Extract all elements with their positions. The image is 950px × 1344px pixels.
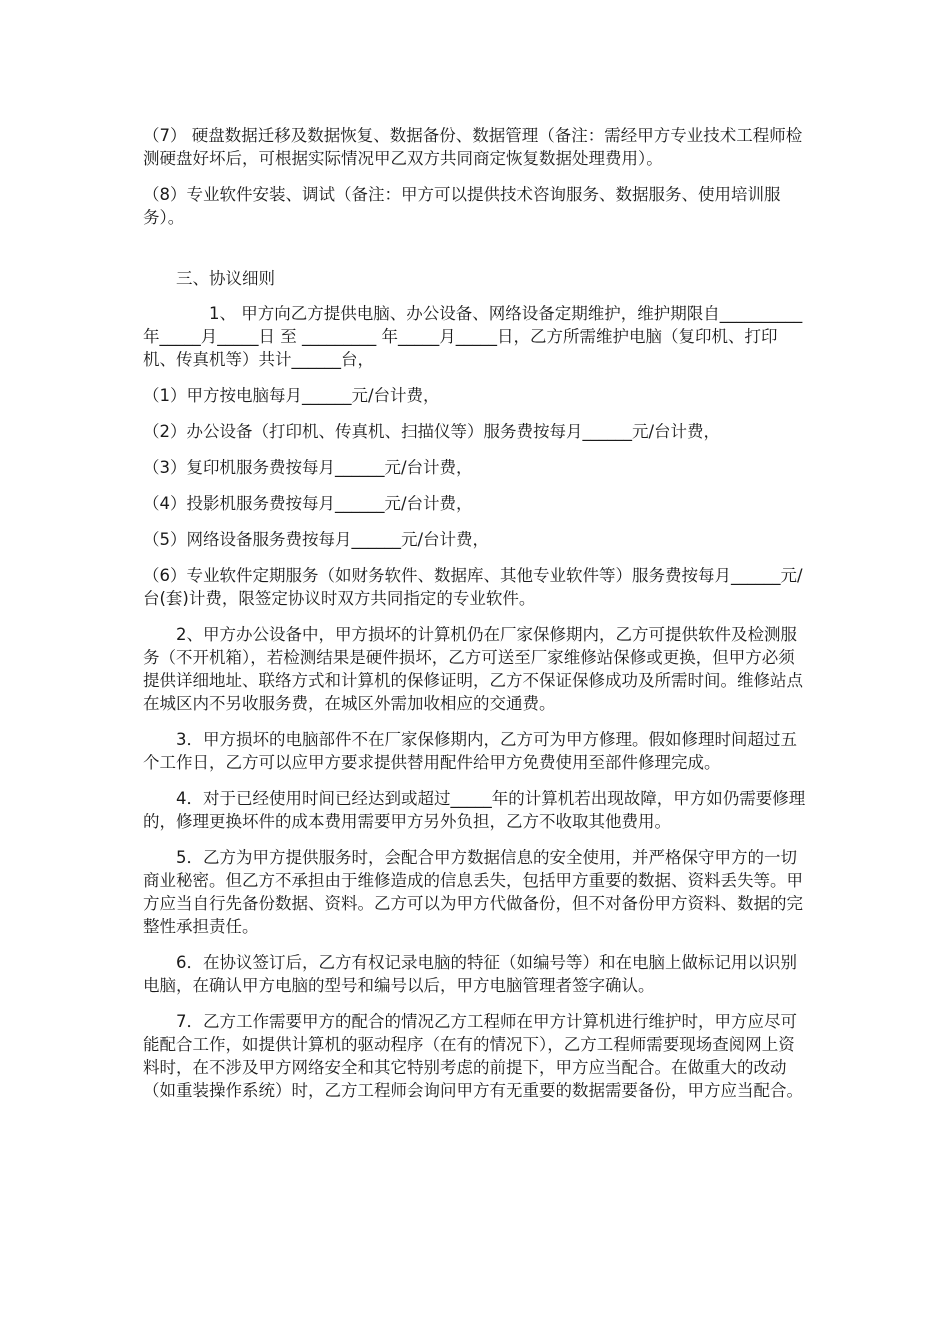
fee-item-2: （2）办公设备（打印机、传真机、扫描仪等）服务费按每月______元/台计费， — [143, 422, 721, 441]
section-3-heading: 三、协议细则 — [176, 269, 275, 288]
clause-3: 3．甲方损坏的电脑部件不在厂家保修期内，乙方可为甲方修理。假如修理时间超过五个工作日，乙方可以应甲方要求提供替用配件给甲方免费使用至部件修理完成。 — [143, 730, 797, 772]
clause-1: 1、 甲方向乙方提供电脑、办公设备、网络设备定期维护，维护期限自__________年_____月_____日 至 _________ 年_____月_____日，乙方所需维护电脑（复印机、打印机、传真机等）共计______台， — [143, 304, 803, 369]
clause-5: 5．乙方为甲方提供服务时，会配合甲方数据信息的安全使用，并严格保守甲方的一切商业秘密。但乙方不承担由于维修造成的信息丢失，包括甲方重要的数据、资料丢失等。甲方应当自行先备份数据、资料。乙方可以为甲方代做备份，但不对备份甲方资料、数据的完整性承担责任。 — [143, 848, 803, 936]
document-body — [143, 124, 808, 1115]
fee-item-1: （1）甲方按电脑每月______元/台计费， — [143, 386, 440, 405]
clause-2: 2、甲方办公设备中，甲方损坏的计算机仍在厂家保修期内，乙方可提供软件及检测服务（不开机箱），若检测结果是硬件损坏，乙方可送至厂家维修站保修或更换，但甲方必须提供详细地址、联络方式和计算机的保修证明，乙方不保证保修成功及所需时间。维修站点在城区内不另收服务费，在城区外需加收相应的交通费。 — [143, 625, 803, 713]
clause-7: 7．乙方工作需要甲方的配合的情况乙方工程师在甲方计算机进行维护时，甲方应尽可能配合工作，如提供计算机的驱动程序（在有的情况下），乙方工程师需要现场查阅网上资料时，在不涉及甲方网络安全和其它特别考虑的前提下，甲方应当配合。在做重大的改动（如重装操作系统）时，乙方工程师会询问甲方有无重要的数据需要备份，甲方应当配合。 — [143, 1012, 803, 1100]
service-item-8: （8）专业软件安装、调试（备注：甲方可以提供技术咨询服务、数据服务、使用培训服务）。 — [143, 185, 781, 227]
fee-item-4: （4）投影机服务费按每月______元/台计费， — [143, 494, 473, 513]
clause-4: 4．对于已经使用时间已经达到或超过_____年的计算机若出现故障，甲方如仍需要修理的，修理更换坏件的成本费用需要甲方另外负担，乙方不收取其他费用。 — [143, 789, 806, 831]
clause-6: 6．在协议签订后，乙方有权记录电脑的特征（如编号等）和在电脑上做标记用以识别电脑，在确认甲方电脑的型号和编号以后，甲方电脑管理者签字确认。 — [143, 953, 797, 995]
fee-item-3: （3）复印机服务费按每月______元/台计费， — [143, 458, 473, 477]
fee-item-6: （6）专业软件定期服务（如财务软件、数据库、其他专业软件等）服务费按每月______元/台(套)计费，限签定协议时双方共同指定的专业软件。 — [143, 566, 803, 608]
fee-item-5: （5）网络设备服务费按每月______元/台计费， — [143, 530, 490, 549]
service-item-7: （7） 硬盘数据迁移及数据恢复、数据备份、数据管理（备注：需经甲方专业技术工程师检测硬盘好坏后，可根据实际情况甲乙双方共同商定恢复数据处理费用）。 — [143, 126, 803, 168]
